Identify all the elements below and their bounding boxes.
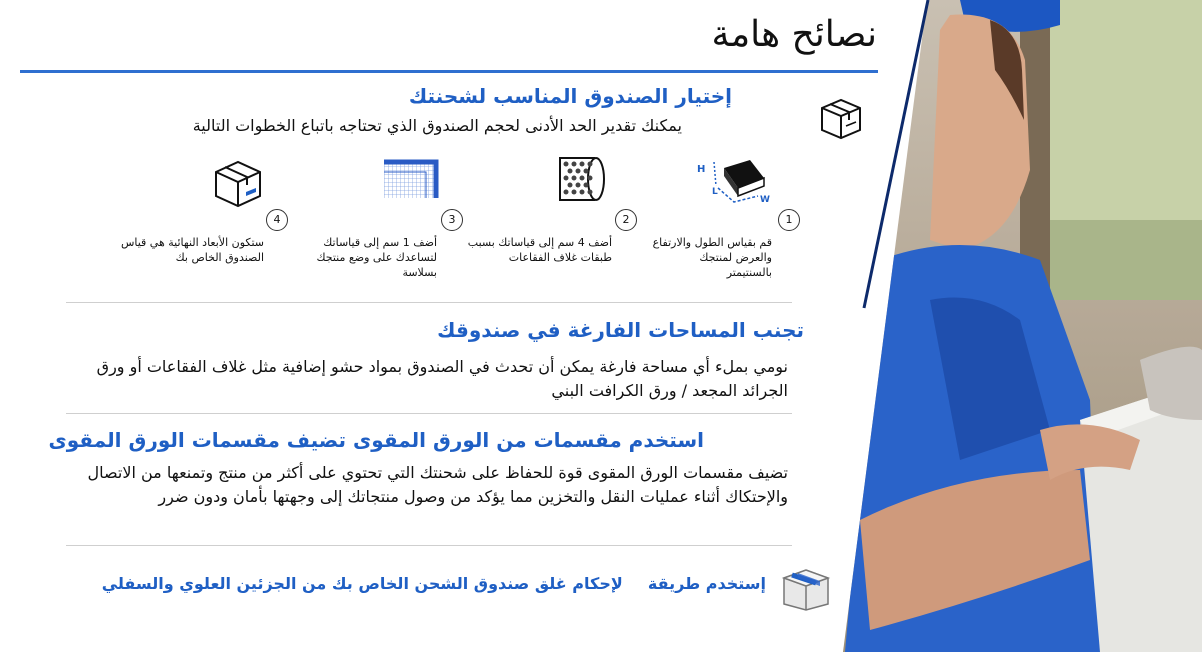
step-number-2: 2	[615, 209, 637, 231]
box-icon	[818, 96, 864, 140]
height-label: H	[697, 164, 706, 175]
separator-1	[66, 302, 792, 303]
step-number-1: 1	[778, 209, 800, 231]
section2-heading: تجنب المساحات الفارغة في صندوقك	[437, 318, 804, 342]
step-text-3: أضف 1 سم إلى قياساتك لتساعدك على وضع منتجك بسلاسة	[316, 236, 437, 279]
section1-heading: إختيار الصندوق المناسب لشحنتك	[408, 84, 732, 108]
step-text-2: أضف 4 سم إلى قياساتك بسبب طبقات غلاف الفقاعات	[467, 236, 612, 264]
section3-text: تضيف مقسمات الورق المقوى قوة للحفاظ على شحنتك التي تحتوي على أكثر من منتج وتمنعها من الاتصال والإحتكاك أثناء عمليات النقل والتخزين مما يؤكد من وصول منتجاتك إلى وجهتها بأمان ودون ضرر	[87, 463, 788, 506]
section1-intro: يمكنك تقدير الحد الأدنى لحجم الصندوق الذي تحتاجه باتباع الخطوات التالية	[192, 116, 682, 135]
final-box-icon	[210, 158, 266, 208]
page-title: نصائح هامة	[711, 14, 877, 55]
taped-box-icon	[780, 564, 832, 612]
title-underline	[20, 70, 878, 73]
section2-text: نومي بملء أي مساحة فارغة يمكن أن تحدث في الصندوق بمواد حشو إضافية مثل غلاف الفقاعات أو ورق الجرائد المجعد / ورق الكرافت البني	[96, 357, 788, 400]
separator-2	[66, 413, 792, 414]
step-text-4: ستكون الأبعاد النهائية هي قياس الصندوق الخاص بك	[120, 236, 264, 264]
margin-grid-icon	[380, 158, 442, 202]
width-label: W	[760, 195, 770, 205]
section3-heading: استخدم مقسمات من الورق المقوى تضيف مقسمات الورق المقوى	[48, 428, 704, 452]
bubble-wrap-icon	[556, 154, 608, 204]
measure-book-icon	[694, 156, 776, 208]
separator-3	[66, 545, 792, 546]
section4-text: إستخدم طريقة لإحكام غلق صندوق الشحن الخاص بك من الجزئين العلوي والسفلي	[101, 574, 766, 593]
step-number-3: 3	[441, 209, 463, 231]
length-label: L	[712, 187, 718, 197]
step-text-1: قم بقياس الطول والارتفاع والعرض لمنتجك بالسنتيمتر	[652, 236, 772, 279]
step-number-4: 4	[266, 209, 288, 231]
